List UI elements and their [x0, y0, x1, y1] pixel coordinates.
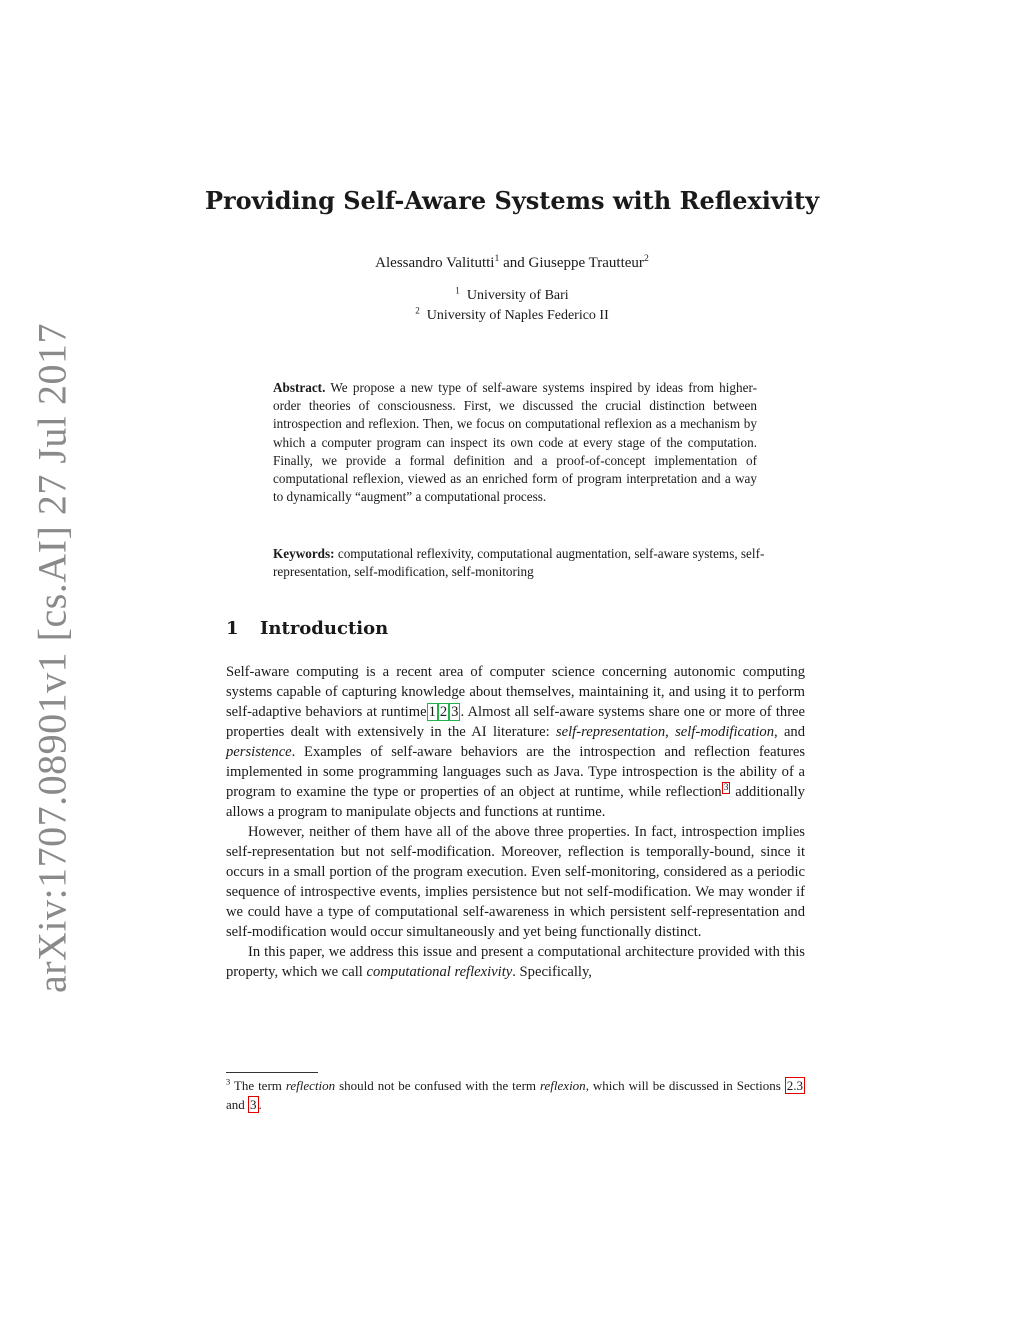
- text-run: , and: [774, 724, 806, 740]
- text-run: . Specifically,: [512, 964, 592, 980]
- text-run: The term: [230, 1078, 286, 1093]
- emphasis: self-modification: [675, 724, 774, 740]
- footnote: [226, 1076, 805, 1114]
- text-run: . Almost all self-aware systems share one or more of three properties dealt with extensively in the AI literature:: [226, 704, 806, 740]
- text-run: should not be confused with the term: [335, 1078, 540, 1093]
- keywords: [273, 545, 767, 581]
- text-run: .: [258, 1097, 262, 1112]
- affiliation-number: 2: [415, 305, 420, 316]
- emphasis: reflexion: [539, 1078, 586, 1093]
- section-title: Introduction: [260, 618, 389, 639]
- emphasis: reflection: [285, 1078, 336, 1093]
- emphasis: computational reflexivity: [366, 964, 513, 980]
- text-run: and: [226, 1097, 249, 1112]
- abstract-label: Abstract.: [273, 380, 326, 395]
- abstract-text: We propose a new type of self-aware systems inspired by ideas from higher-order theories of consciousness. First, we discussed the crucial distinction between introspection and reflexion. Then, we focus on computational reflexion as a mechanism by which a computer program can inspect its own code at every stage of the computation. Finally, we provide a formal definition and a proof-of-concept implementation of computational reflexion, viewed as an enriched form of program interpretation and a way to dynamically “augment” a computational process.: [273, 380, 757, 505]
- text-run: . Examples of self-aware behaviors are the introspection and reflection features implemented in some programming languages such as Java. Type introspection is the ability of a program to examine the type or properties of an object at runtime, while reflection: [226, 744, 805, 800]
- affiliation-line: [0, 285, 1024, 304]
- citation-link[interactable]: 1: [428, 704, 436, 720]
- affiliation-name: University of Naples Federico II: [426, 308, 609, 323]
- author-list: [0, 255, 1024, 272]
- emphasis: self-representation: [555, 724, 666, 740]
- affiliation-number: 1: [455, 285, 460, 296]
- text-run: Self-aware computing is a recent area of computer science concerning autonomic computing systems capable of capturing knowledge about themselves, maintaining it, and using it to perform self-adaptive behaviors at runtime: [226, 664, 805, 720]
- citation-link[interactable]: 3: [451, 704, 459, 720]
- paragraph: [226, 942, 805, 982]
- arxiv-identifier: arXiv:1707.08901v1 [cs.AI] 27 Jul 2017: [29, 322, 75, 994]
- affiliation-marker: 2: [643, 253, 649, 264]
- section-ref-link[interactable]: 3: [250, 1097, 257, 1112]
- affiliation-marker: 1: [494, 253, 500, 264]
- text-run: In this paper, we address this issue and present a computational architecture provided with this property, which we call: [226, 944, 805, 980]
- section-heading: [226, 618, 388, 639]
- footnote-link[interactable]: 3: [723, 783, 729, 794]
- abstract: [273, 379, 757, 506]
- section-ref-link[interactable]: 2.3: [786, 1078, 803, 1093]
- text-run: , which will be discussed in Sections: [585, 1078, 785, 1093]
- footnote-rule: [226, 1072, 318, 1073]
- body-text: [226, 662, 805, 982]
- section-number: 1: [226, 618, 239, 639]
- text-run: additionally allows a program to manipulate objects and functions at runtime.: [226, 784, 805, 820]
- author-name: Alessandro Valitutti: [375, 255, 495, 271]
- text-run: ,: [665, 724, 676, 740]
- footnote-mark: 3: [226, 1076, 231, 1087]
- author-conjunction: and: [499, 255, 529, 271]
- keywords-label: Keywords:: [273, 546, 335, 561]
- paragraph: [226, 662, 805, 822]
- emphasis: persistence: [226, 744, 292, 760]
- author-name: Giuseppe Trautteur: [528, 255, 644, 271]
- keywords-text: computational reflexivity, computational augmentation, self-aware systems, self-representation, self-modification, self-monitoring: [273, 546, 765, 580]
- affiliation-line: [0, 305, 1024, 324]
- citation-link[interactable]: 2: [439, 704, 448, 720]
- affiliation-name: University of Bari: [466, 288, 569, 303]
- paragraph: However, neither of them have all of the above three properties. In fact, introspection implies self-representation but not self-modification. Moreover, reflection is temporally-bound, since it occurs in a small portion of the program execution. Even self-monitoring, considered as a periodic sequence of introspective events, implies persistence but not self-modification. We may wonder if we could have a type of computational self-awareness in which persistent self-representation and self-modification would occur simultaneously and yet being functionally distinct.: [226, 824, 805, 940]
- paper-title: Providing Self-Aware Systems with Reflexivity: [204, 186, 820, 215]
